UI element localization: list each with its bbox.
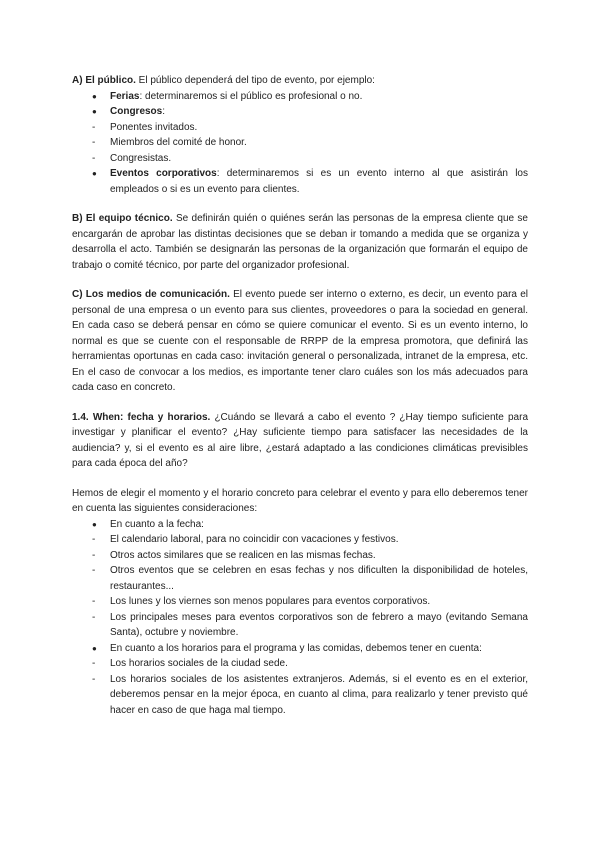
dash-icon: - xyxy=(92,549,96,561)
list-item xyxy=(72,151,528,167)
section-c-lead: C) Los medios de comunicación. xyxy=(72,289,230,300)
list-item xyxy=(72,89,528,105)
considerations-list xyxy=(72,517,528,719)
section-b-text: Se definirán quién o quiénes serán las personas de la empresa cliente que se encargarán de aprobar las distintas decisiones que se deban ir tomando a medida que se organiza y desarrolla el acto. También se designarán las personas de la organización que formarán el equipo de trabajo o comité técnico, por parte del organizador profesional. xyxy=(72,213,528,271)
list-item xyxy=(72,532,528,548)
list-item xyxy=(72,548,528,564)
dash-icon: - xyxy=(92,137,96,148)
list-item xyxy=(72,656,528,672)
list-item xyxy=(72,135,528,151)
section-a-text: El público dependerá del tipo de evento, por ejemplo: xyxy=(135,75,375,86)
section-c-paragraph xyxy=(72,287,528,396)
list-item xyxy=(72,563,528,594)
list-item-text: Los horarios sociales de los asistentes extranjeros. Además, si el evento es en el exterior, deberemos pensar en la mejor época, en cuanto al clima, para realizarlo y tener previsto qué hacer en caso de que haga mal tiempo. xyxy=(110,673,528,716)
section-when-lead: 1.4. When: fecha y horarios. xyxy=(72,411,211,423)
dash-icon: - xyxy=(92,565,96,576)
list-item xyxy=(72,672,528,719)
section-a-lead: A) El público. xyxy=(72,75,136,86)
dash-icon: - xyxy=(92,611,96,623)
list-item xyxy=(72,641,528,657)
list-item-text: Otros actos similares que se realicen en las mismas fechas. xyxy=(110,549,376,561)
section-a-list xyxy=(72,89,528,198)
bullet-icon: ● xyxy=(92,91,97,101)
bullet-icon: ● xyxy=(92,169,97,178)
section-when-paragraph xyxy=(72,410,528,472)
list-item-bold: Congresos xyxy=(110,106,163,117)
considerations-intro: Hemos de elegir el momento y el horario concreto para celebrar el evento y para ello deberemos tener en cuenta las siguientes consideraciones: xyxy=(72,487,528,514)
list-item-text: : determinaremos si el público es profesional o no. xyxy=(139,90,363,102)
section-when-text: ¿Cuándo se llevará a cabo el evento ? ¿Hay tiempo suficiente para investigar y planificar el evento? ¿Hay suficiente tiempo para satisfacer las necesidades de la audiencia? y, si el evento es al aire libre, ¿estará adaptado a las condiciones climáticas previsibles para cada época del año? xyxy=(72,411,529,469)
list-item xyxy=(72,166,528,197)
dash-icon: - xyxy=(92,673,96,685)
list-item-text: Otros eventos que se celebren en esas fechas y nos dificulten la disponibilidad de hoteles, restaurantes... xyxy=(110,565,528,592)
list-item xyxy=(72,610,528,641)
list-item-text: Los horarios sociales de la ciudad sede. xyxy=(110,658,288,669)
bullet-icon: ● xyxy=(92,107,97,116)
dash-icon: - xyxy=(92,596,96,607)
bullet-icon: ● xyxy=(92,519,97,529)
list-item-text: En cuanto a la fecha: xyxy=(110,518,204,530)
section-b-paragraph xyxy=(72,211,528,273)
document-page xyxy=(72,73,528,718)
list-item-text: : xyxy=(162,106,166,117)
list-item-text: Los principales meses para eventos corporativos son de febrero a mayo (evitando Semana Santa), octubre y noviembre. xyxy=(110,611,528,638)
dash-icon: - xyxy=(92,658,96,669)
bullet-icon: ● xyxy=(92,643,97,653)
list-item xyxy=(72,104,528,120)
list-item-text: En cuanto a los horarios para el programa y las comidas, debemos tener en cuenta: xyxy=(110,642,482,654)
list-item xyxy=(72,120,528,136)
list-item-text: El calendario laboral, para no coincidir con vacaciones y festivos. xyxy=(110,534,399,545)
list-item-text: Congresistas. xyxy=(110,152,172,164)
list-item-text: Ponentes invitados. xyxy=(110,121,198,133)
list-item-bold: Eventos corporativos xyxy=(110,168,217,179)
list-item-bold: Ferias xyxy=(110,90,140,102)
section-b-lead: B) El equipo técnico. xyxy=(72,213,173,224)
dash-icon: - xyxy=(92,152,96,164)
section-a-heading xyxy=(72,73,528,89)
list-item xyxy=(72,517,528,533)
list-item xyxy=(72,594,528,610)
section-c-text: El evento puede ser interno o externo, es decir, un evento para el personal de una empresa o un evento para sus clientes, proveedores o para la sociedad en general. En cada caso se deberá pensar en cómo se quiere comunicar el evento. Si es un evento interno, lo normal es que se cuente con el responsable de RRPP de la empresa promotora, que definirá las herramientas oportunas en cada caso: invitación general o personalizada, intranet de la empresa, etc. En el caso de convocar a los medios, es importante tener claro cuáles son los más adecuados para cada caso en concreto. xyxy=(72,289,528,393)
dash-icon: - xyxy=(92,534,96,545)
dash-icon: - xyxy=(92,121,96,133)
list-item-text: Miembros del comité de honor. xyxy=(110,137,247,148)
list-item-text: Los lunes y los viernes son menos populares para eventos corporativos. xyxy=(110,596,431,607)
list-item-text: : determinaremos si es un evento interno al que asistirán los empleados o si es un evento para clientes. xyxy=(110,168,528,195)
